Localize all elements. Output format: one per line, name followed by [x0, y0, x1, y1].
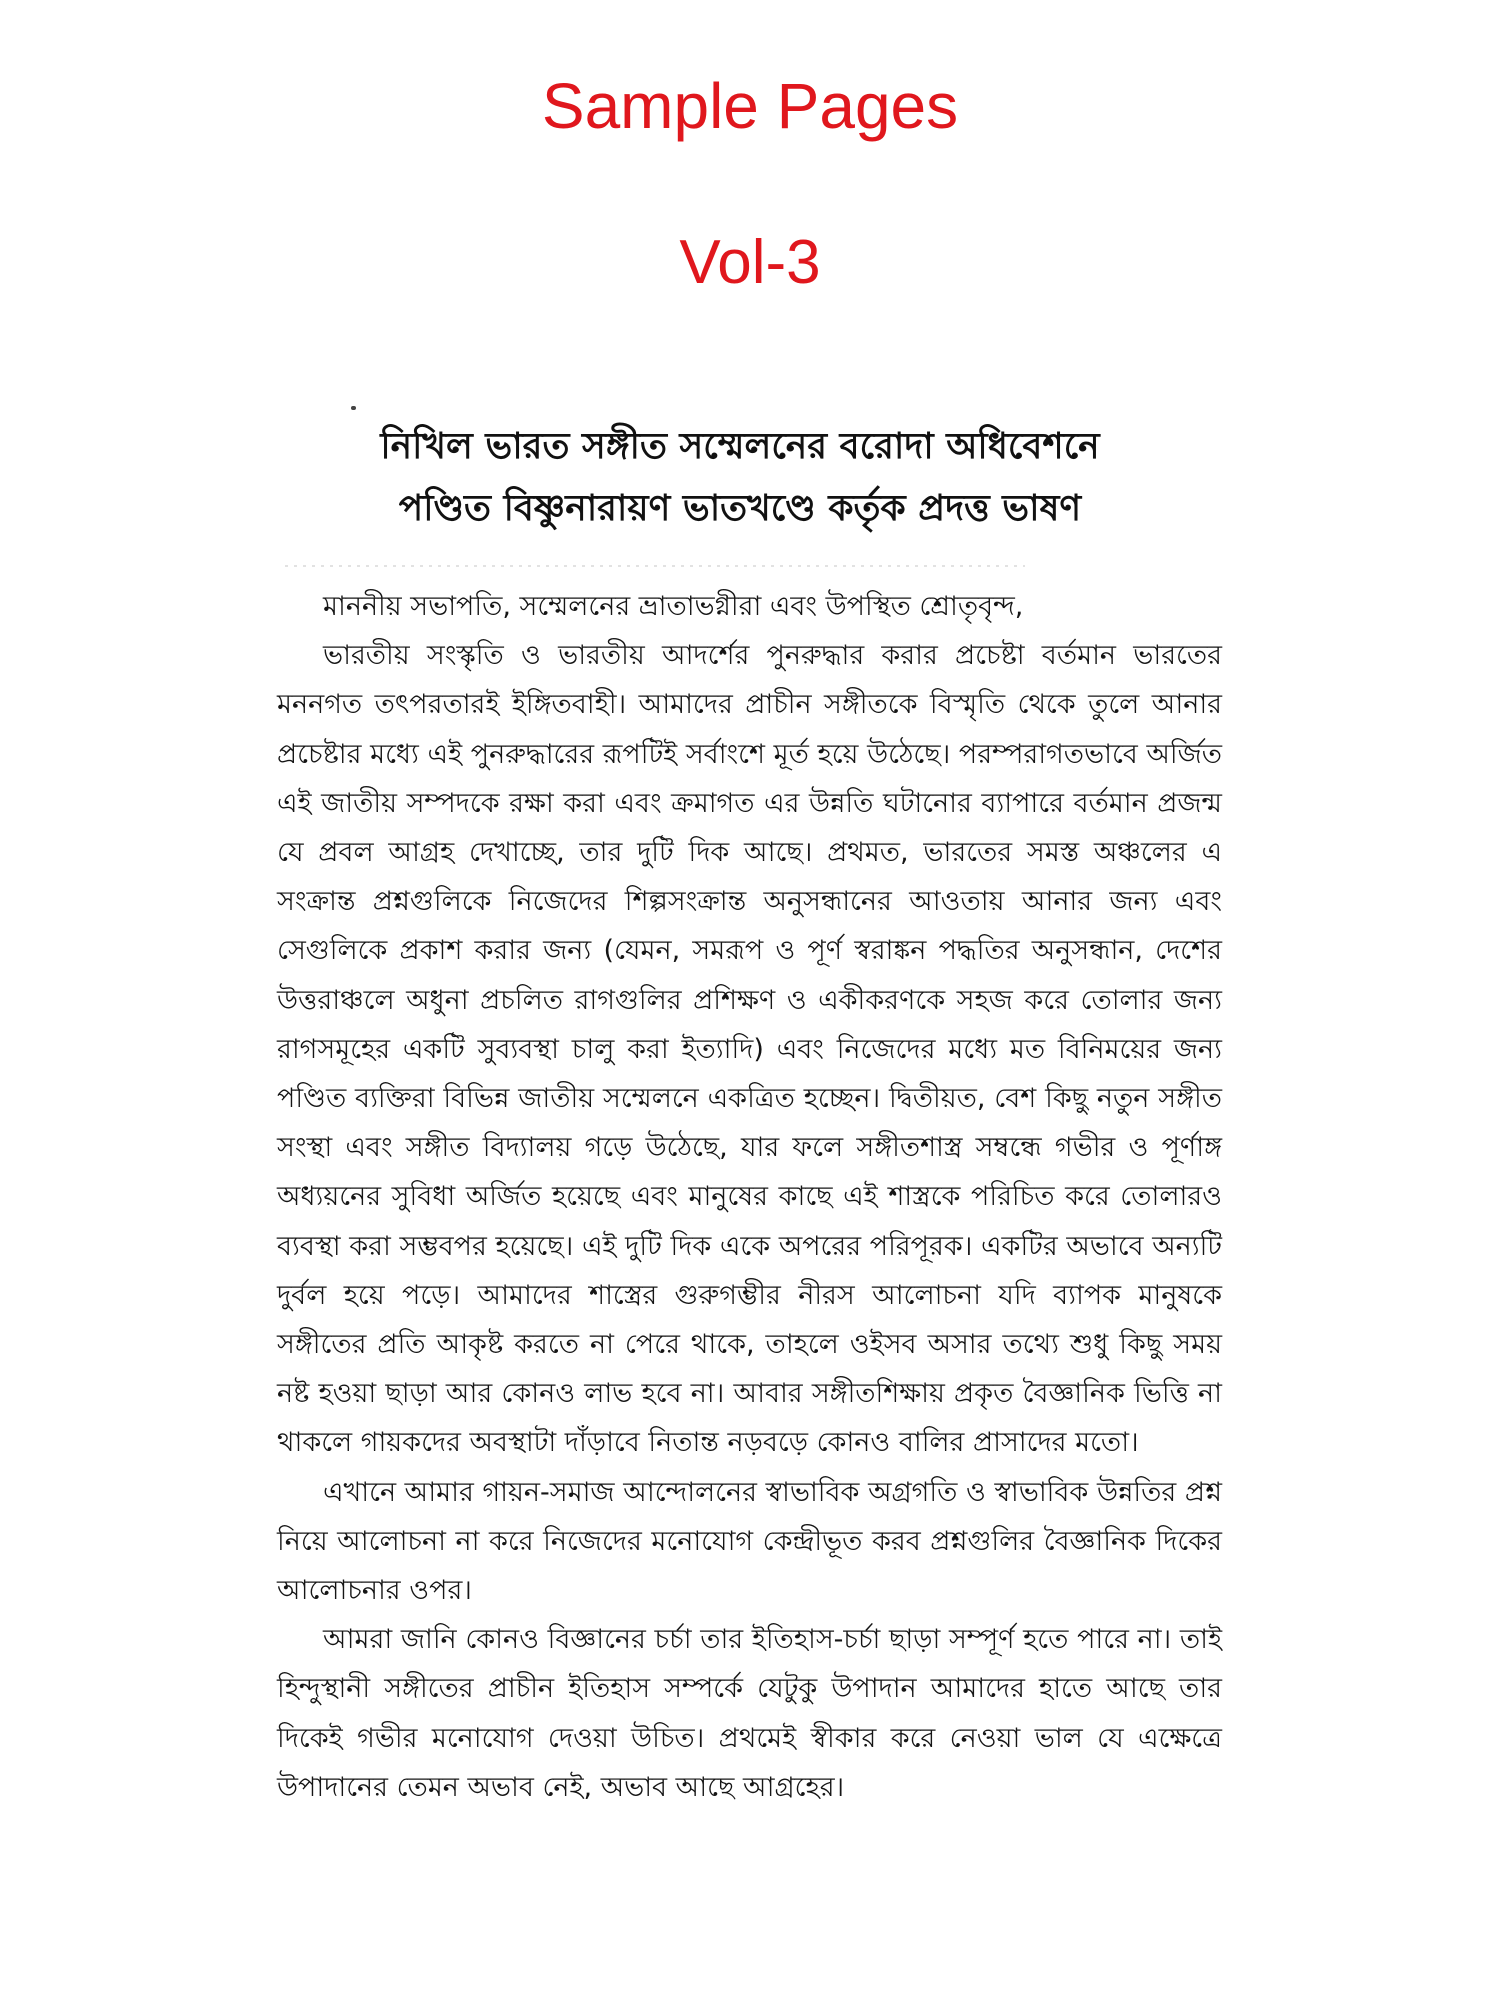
- document-heading-line-2: পণ্ডিত বিষ্ণুনারায়ণ ভাতখণ্ডে কর্তৃক প্রদত্ত ভাষণ: [398, 488, 1082, 529]
- sample-pages-title: Sample Pages: [541, 70, 959, 142]
- document-body: [277, 582, 1222, 1812]
- paragraph: ভারতীয় সংস্কৃতি ও ভারতীয় আদর্শের পুনরুদ্ধার করার প্রচেষ্টা বর্তমান ভারতের মননগত তৎপরতারই ইঙ্গিতবাহী। আমাদের প্রাচীন সঙ্গীতকে বিস্মৃতি থেকে তুলে আনার প্রচেষ্টার মধ্যে এই পুনরুদ্ধারের রূপটিই সর্বাংশে মূর্ত হয়ে উঠেছে। পরম্পরাগতভাবে অর্জিত এই জাতীয় সম্পদকে রক্ষা করা এবং ক্রমাগত এর উন্নতি ঘটানোর ব্যাপারে বর্তমান প্রজন্ম যে প্রবল আগ্রহ দেখাচ্ছে, তার দুটি দিক আছে। প্রথমত, ভারতের সমস্ত অঞ্চলের এ সংক্রান্ত প্রশ্নগুলিকে নিজেদের শিল্পসংক্রান্ত অনুসন্ধানের আওতায় আনার জন্য এবং সেগুলিকে প্রকাশ করার জন্য (যেমন, সমরূপ ও পূর্ণ স্বরাঙ্কন পদ্ধতির অনুসন্ধান, দেশের উত্তরাঞ্চলে অধুনা প্রচলিত রাগগুলির প্রশিক্ষণ ও একীকরণকে সহজ করে তোলার জন্য রাগসমূহের একটি সুব্যবস্থা চালু করা ইত্যাদি) এবং নিজেদের মধ্যে মত বিনিময়ের জন্য পণ্ডিত ব্যক্তিরা বিভিন্ন জাতীয় সম্মেলনে একত্রিত হচ্ছেন। দ্বিতীয়ত, বেশ কিছু নতুন সঙ্গীত সংস্থা এবং সঙ্গীত বিদ্যালয় গড়ে উঠেছে, যার ফলে সঙ্গীতশাস্ত্র সম্বন্ধে গভীর ও পূর্ণাঙ্গ অধ্যয়নের সুবিধা অর্জিত হয়েছে এবং মানুষের কাছে এই শাস্ত্রকে পরিচিত করে তোলারও ব্যবস্থা করা সম্ভবপর হয়েছে। এই দুটি দিক একে অপরের পরিপূরক। একটির অভাবে অন্যটি দুর্বল হয়ে পড়ে। আমাদের শাস্ত্রের গুরুগম্ভীর নীরস আলোচনা যদি ব্যাপক মানুষকে সঙ্গীতের প্রতি আকৃষ্ট করতে না পেরে থাকে, তাহলে ওইসব অসার তথ্যে শুধু কিছু সময় নষ্ট হওয়া ছাড়া আর কোনও লাভ হবে না। আবার সঙ্গীতশিক্ষায় প্রকৃত বৈজ্ঞানিক ভিত্তি না থাকলে গায়কদের অবস্থাটা দাঁড়াবে নিতান্ত নড়বড়ে কোনও বালির প্রাসাদের মতো।: [277, 640, 1222, 1459]
- volume-label: Vol-3: [679, 228, 821, 297]
- paragraph: আমরা জানি কোনও বিজ্ঞানের চর্চা তার ইতিহাস-চর্চা ছাড়া সম্পূর্ণ হতে পারে না। তাই হিন্দুস্থানী সঙ্গীতের প্রাচীন ইতিহাস সম্পর্কে যেটুকু উপাদান আমাদের হাতে আছে তার দিকেই গভীর মনোযোগ দেওয়া উচিত। প্রথমেই স্বীকার করে নেওয়া ভাল যে এক্ষেত্রে উপাদানের তেমন অভাব নেই, অভাব আছে আগ্রহের।: [277, 1624, 1222, 1803]
- scan-mark: [351, 406, 356, 410]
- document-heading-line-1: নিখিল ভারত সঙ্গীত সম্মেলনের বরোদা অধিবেশনে: [380, 426, 1100, 467]
- scan-artifact: [285, 565, 1025, 567]
- paragraph-salutation: মাননীয় সভাপতি, সম্মেলনের ভ্রাতাভগ্নীরা এবং উপস্থিত শ্রোতৃবৃন্দ,: [323, 591, 1024, 622]
- paragraph: এখানে আমার গায়ন-সমাজ আন্দোলনের স্বাভাবিক অগ্রগতি ও স্বাভাবিক উন্নতির প্রশ্ন নিয়ে আলোচনা না করে নিজেদের মনোযোগ কেন্দ্রীভূত করব প্রশ্নগুলির বৈজ্ঞানিক দিকের আলোচনার ওপর।: [277, 1476, 1222, 1607]
